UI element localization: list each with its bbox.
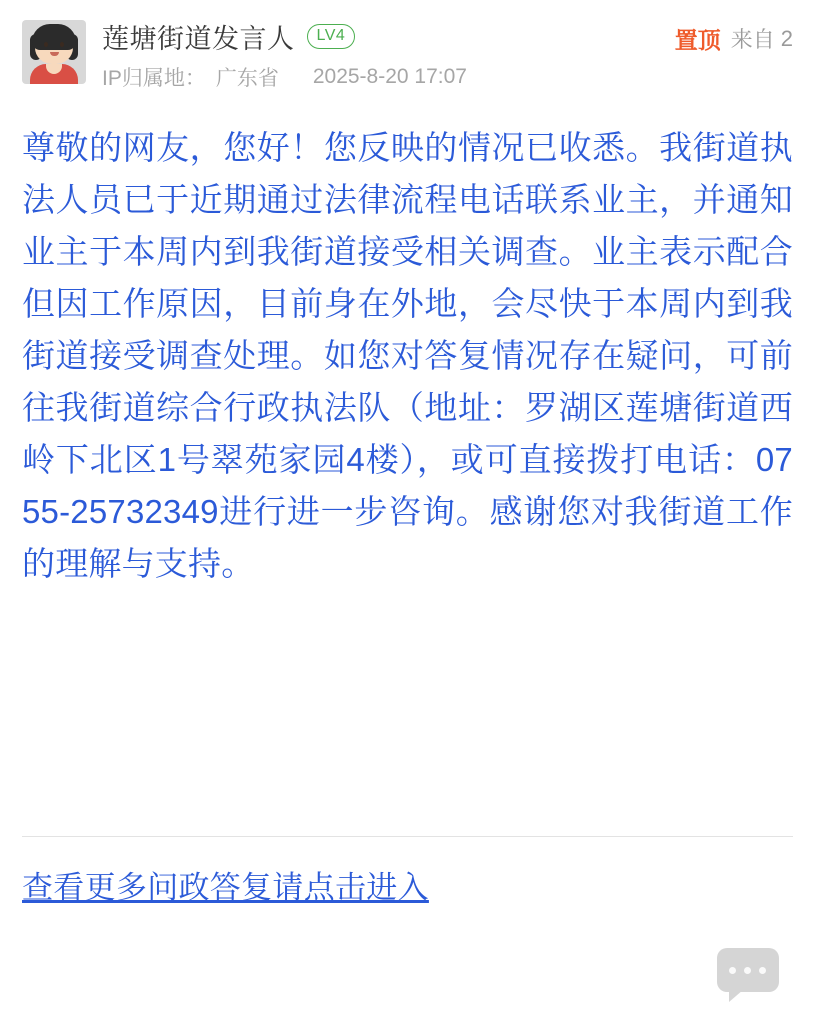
comment-icon[interactable]: [717, 948, 785, 1000]
avatar[interactable]: [22, 20, 86, 84]
avatar-eye-right: [60, 42, 64, 47]
comment-bubble-shape: [717, 948, 779, 992]
post-header: [22, 18, 793, 96]
post-header-right: [675, 22, 793, 55]
author-name[interactable]: 莲塘街道发言人: [102, 23, 295, 54]
author-sub-row: [102, 62, 793, 92]
source-value: 2: [780, 25, 793, 51]
post-body-text: 尊敬的网友，您好！您反映的情况已收悉。我街道执法人员已于近期通过法律流程电话联系业主，并通知业主于本周内到我街道接受相关调查。业主表示配合但因工作原因，目前身在外地，会尽快于本周内到我街道接受调查处理。如您对答复情况存在疑问，可前往我街道综合行政执法队（地址：罗湖区莲塘街道西岭下北区1号翠苑家园4楼），或可直接拨打电话：0755-25732349进行进一步咨询。感谢您对我街道工作的理解与支持。: [22, 129, 793, 582]
ip-location-value: 广东省: [215, 67, 279, 90]
view-more-link[interactable]: 查看更多问政答复请点击进入: [22, 870, 429, 905]
comment-dot-3: [759, 967, 766, 974]
ip-location-label: IP归属地：: [102, 67, 206, 90]
section-divider: [22, 836, 793, 837]
avatar-eye-left: [44, 42, 48, 47]
level-badge: LV4: [307, 24, 356, 49]
pinned-badge: 置顶: [674, 27, 721, 53]
avatar-hair: [32, 24, 76, 50]
comment-dot-1: [729, 967, 736, 974]
comment-dot-2: [744, 967, 751, 974]
post-timestamp: 2025-8-20 17:07: [312, 65, 467, 88]
source-label: 来自: [730, 27, 775, 52]
